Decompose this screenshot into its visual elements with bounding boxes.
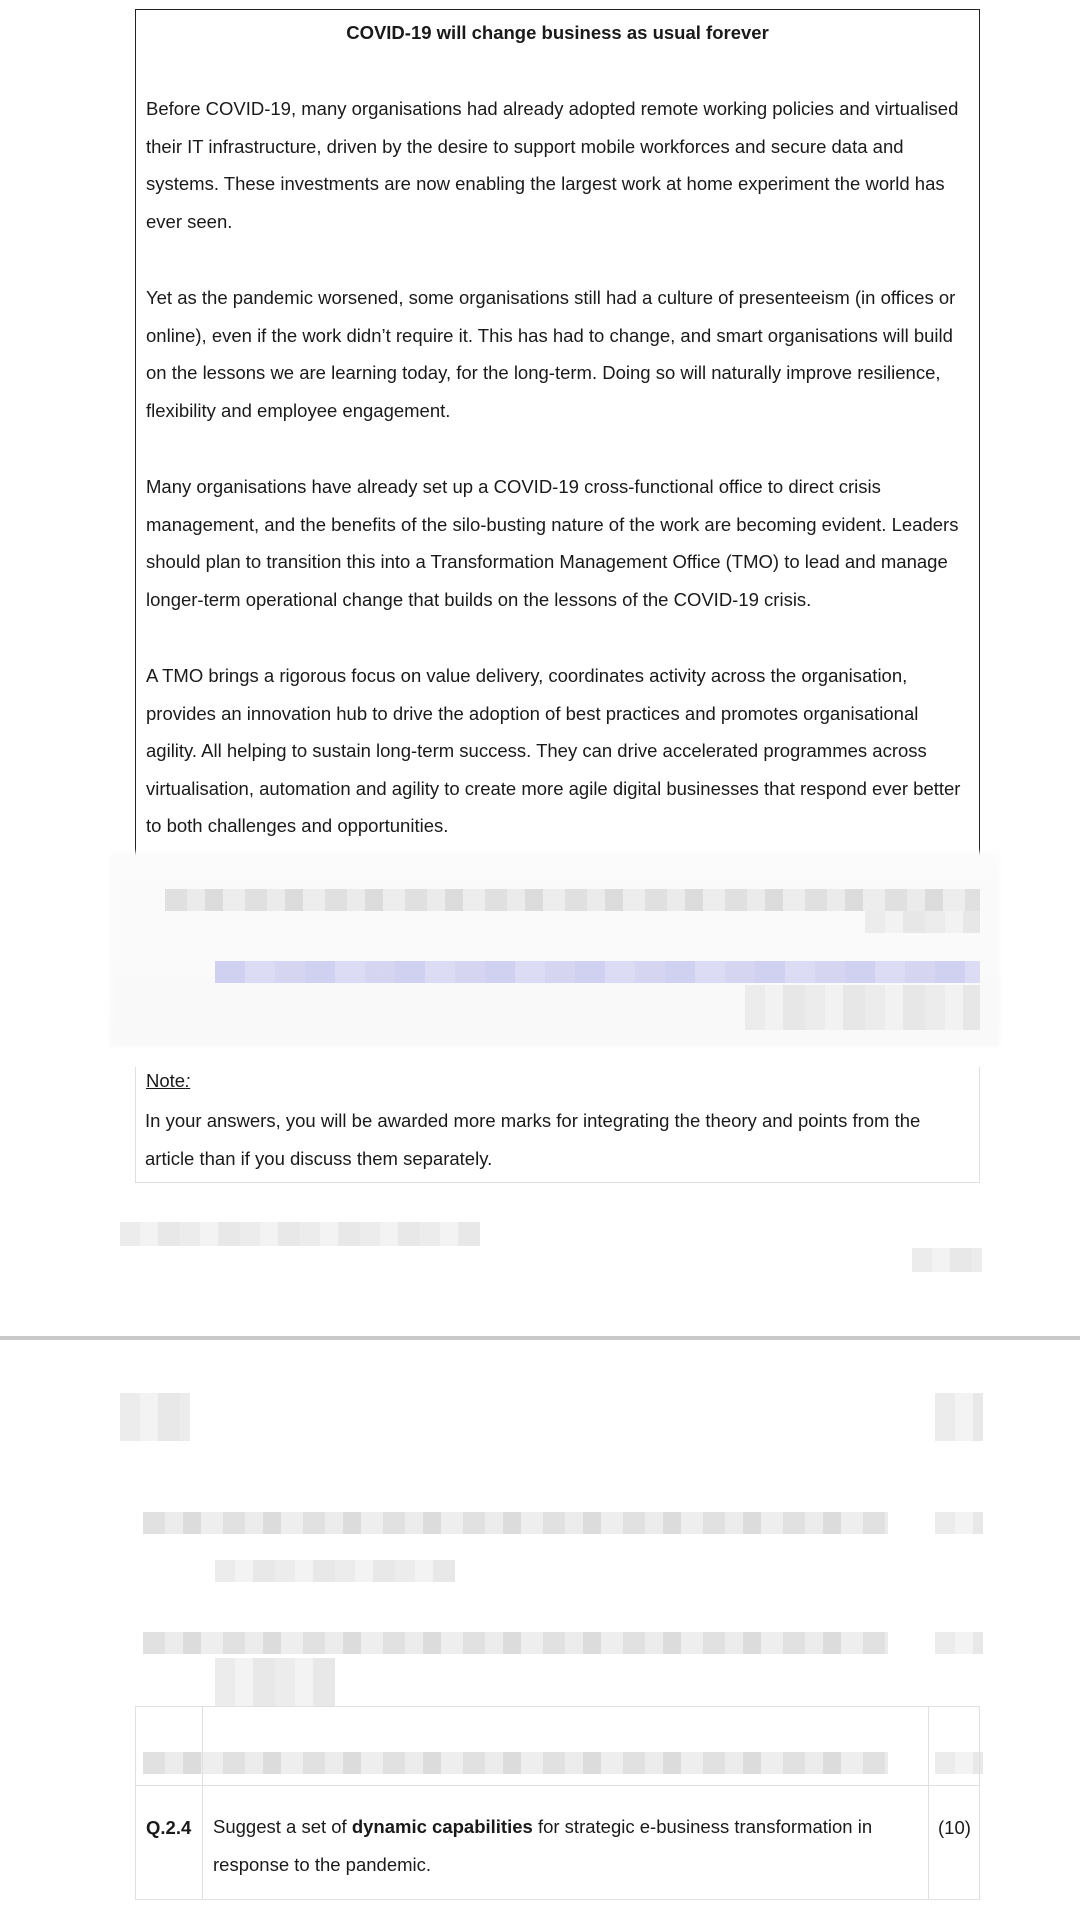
question-text: Suggest a set of dynamic capabilities for strategic e-business transformation in response to the pandemic. bbox=[213, 1816, 873, 1875]
page-divider bbox=[0, 1336, 1080, 1340]
question-marks: (10) bbox=[938, 1817, 971, 1838]
article-paragraph-2: Yet as the pandemic worsened, some organisations still had a culture of presenteeism (in offices or online), even if the work didn’t require it. This has had to change, and smart organisations will build on the lessons we are learning today, for the long-term. Doing so will naturally improve resilience, flexibility and employee engagement. bbox=[146, 287, 956, 421]
article-paragraph-1: Before COVID-19, many organisations had already adopted remote working policies and virtualised their IT infrastructure, driven by the desire to support mobile workforces and secure data and systems. These investments are now enabling the largest work at home experiment the world has ever seen. bbox=[146, 98, 959, 232]
row-divider bbox=[136, 1785, 979, 1786]
article-title: COVID-19 will change business as usual forever bbox=[346, 22, 769, 43]
note-label: Note: bbox=[146, 1070, 191, 1091]
redacted-line bbox=[935, 1632, 983, 1654]
question-number: Q.2.4 bbox=[146, 1817, 192, 1838]
note-text: In your answers, you will be awarded more marks for integrating the theory and points from the article than if you discuss them separately. bbox=[145, 1110, 921, 1169]
redacted-line bbox=[165, 889, 980, 911]
redacted-line bbox=[120, 1222, 480, 1246]
redacted-line bbox=[143, 1512, 888, 1534]
redacted-line bbox=[912, 1248, 982, 1272]
article-paragraph-3: Many organisations have already set up a COVID-19 cross-functional office to direct crisis management, and the benefits of the silo-busting nature of the work are becoming evident. Leaders should plan to transition this into a Transformation Management Office (TMO) to lead and manage longer-term operational change that builds on the lessons of the COVID-19 crisis. bbox=[146, 476, 959, 610]
redacted-line bbox=[120, 1393, 190, 1441]
question-table bbox=[135, 1706, 980, 1900]
redacted-highlight bbox=[215, 961, 980, 983]
column-divider bbox=[928, 1707, 929, 1899]
question-keyword: dynamic capabilities bbox=[351, 1816, 533, 1837]
redacted-line bbox=[935, 1393, 983, 1441]
redacted-line bbox=[143, 1632, 888, 1654]
redacted-line bbox=[935, 1512, 983, 1534]
redacted-line bbox=[215, 1658, 335, 1706]
column-divider bbox=[202, 1707, 203, 1899]
article-paragraph-4: A TMO brings a rigorous focus on value delivery, coordinates activity across the organisation, provides an innovation hub to drive the adoption of best practices and promotes organisational agility. All helping to sustain long-term success. They can drive accelerated programmes across virtualisation, automation and agility to create more agile digital businesses that respond ever better to both challenges and opportunities. bbox=[146, 665, 961, 837]
redacted-line bbox=[215, 1560, 455, 1582]
note-colon: : bbox=[185, 1070, 191, 1091]
redacted-line bbox=[745, 985, 980, 1030]
redacted-line bbox=[865, 911, 980, 933]
